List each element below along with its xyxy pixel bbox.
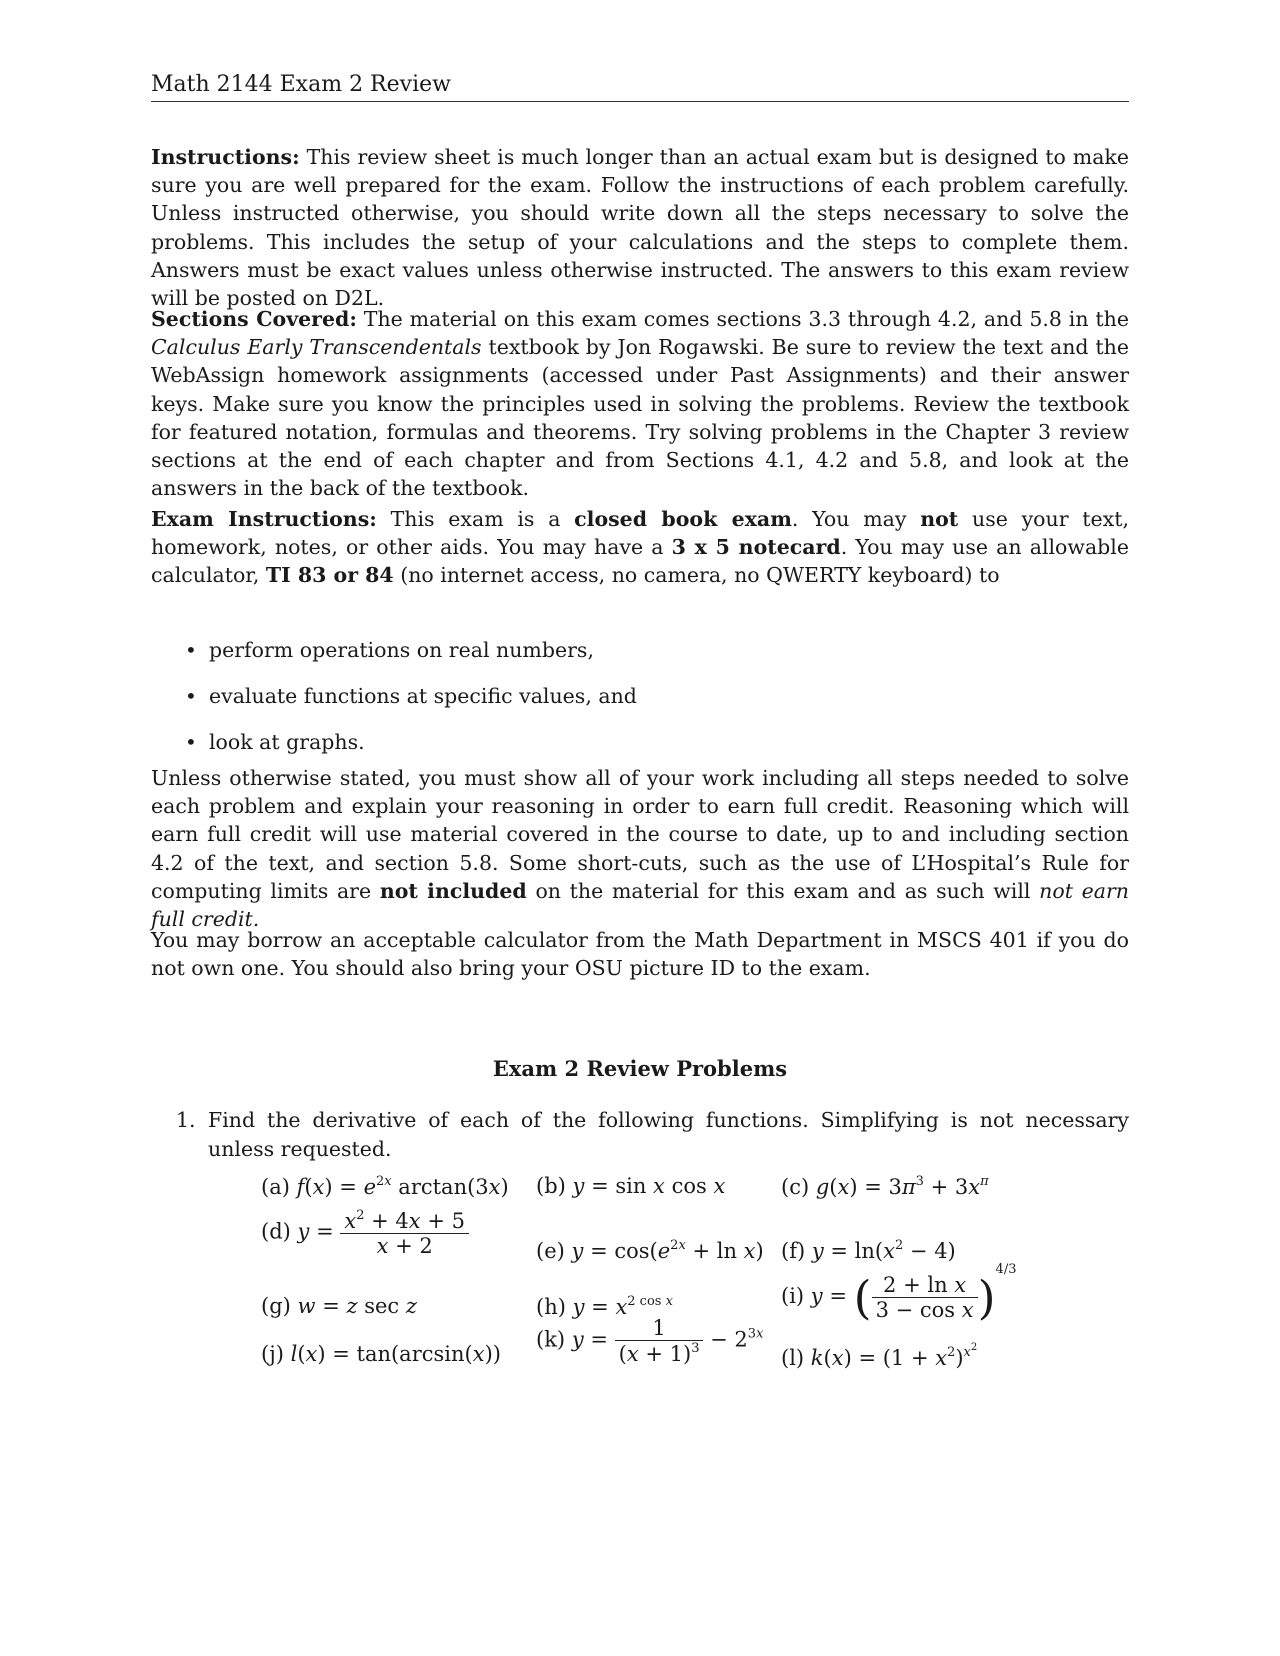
part-label-b: (b) [536,1174,566,1198]
exam-instructions-paragraph [151,505,1129,590]
not-emphasis: not [920,507,959,531]
equation-b: (b) y = sin x cos x [536,1174,726,1198]
part-label-j: (j) [261,1342,284,1366]
part-label-a: (a) [261,1175,290,1199]
equation-f: (f) $y = \ln(x^2 - 4)$ [781,1238,956,1263]
sections-paragraph [151,305,1129,502]
sections-label: Sections Covered: [151,307,357,331]
calculator-borrow-paragraph [151,926,1129,982]
work-requirements-paragraph [151,764,1129,933]
part-label-e: (e) [536,1239,565,1263]
notecard-emphasis: 3 x 5 notecard [671,535,841,560]
part-label-k: (k) [536,1327,566,1352]
work-text-2: on the material for this exam and as such will [535,878,1031,903]
equation-j: (j) l(x) = tan(arcsin(x)) [261,1342,501,1366]
problems-heading: Exam 2 Review Problems [492,1056,788,1081]
exam-text-2: . You may [791,507,907,531]
book-title: Calculus Early Transcendentals [151,335,482,360]
equation-k: (k) y = $\frac{1}{(x + 1)^3}$ − $2^{3x}$ [536,1316,764,1366]
calculator-emphasis: TI 83 or 84 [265,563,394,588]
work-text-1: Unless otherwise stated, you must show all of your work including all steps needed to solve each problem and explain your reasoning in order to earn full credit. Reasoning which will earn full credit will use material covered in the course to date, up to and including section 4.2 of the text, and section 5.8. Some short-cuts, such as the use of L’Hospital’s Rule for computing limits are [151,766,1129,903]
equation-e: (e) $y = \cos(e^{2x} + \ln x)$ [536,1238,764,1263]
part-label-i: (i) [781,1284,805,1308]
sections-text-before: The material on this exam comes sections 3.3 through 4.2, and 5.8 in the [363,307,1130,331]
exam-text-1: This exam is a [390,507,561,531]
closed-book-emphasis: closed book exam [574,507,792,531]
equation-c: (c) $g(x) = 3\pi^3 + 3x^\pi$ [781,1174,989,1199]
no-full-credit-emphasis: not earn full credit. [151,878,1129,932]
borrow-text: You may borrow an acceptable calculator from the Math Department in MSCS 401 if you do not own one. You should also bring your OSU picture ID to the exam. [151,928,1129,981]
part-label-h: (h) [536,1295,566,1319]
document-title: Math 2144 Exam 2 Review [151,72,451,97]
equation-d: (d) y = $\frac{x^2 + 4x + 5}{x + 2}$ [261,1208,469,1258]
equation-h: (h) $y = x^{2 cos x}$ [536,1294,673,1319]
sections-text-after: textbook by Jon Rogawski. Be sure to review the text and the WebAssign homework assignments (accessed under Past Assignments) and their answer keys. Make sure you know the principles used in solving the problems. Review the textbook for featured notation, formulas and theorems. Try solving problems in the Chapter 3 review sections at the end of each chapter and from Sections 4.1, 4.2 and 5.8, and look at the answers in the back of the textbook. [151,335,1129,501]
exam-text-3: use your text, homework, notes, or other aids. You may have a [151,507,1129,560]
problem-1 [176,1106,1129,1164]
equation-g: (g) w = z sec z [261,1294,417,1318]
part-label-f: (f) [781,1239,806,1263]
equation-l: (l) $k(x) = (1 + x^2)^{x^2}$ [781,1342,978,1370]
exam-text-4: . You may use an allowable calculator, [151,535,1129,588]
problem-number: 1. [176,1108,196,1132]
instructions-paragraph [151,143,1129,312]
part-label-d: (d) [261,1219,291,1244]
equation-a: (a) $f(x) = e^{2x}$ arctan(3x) [261,1174,509,1199]
instructions-text: This review sheet is much longer than an actual exam but is designed to make sure you are well prepared for the exam. Follow the instructions of each problem carefully. Unless instructed otherwise, you should write down all the steps necessary to solve the problems. This includes the setup of your calculations and the steps to complete them. Answers must be exact values unless otherwise instructed. The answers to this exam review will be posted on D2L. [151,145,1129,311]
page-header [151,72,1129,102]
part-label-g: (g) [261,1294,291,1318]
equation-i: (i) y = ( $\frac{\text{2 + ln x}}{\text{3 − cos x}}$ )$^{4/3}$ [781,1262,1017,1325]
not-included-emphasis: not included [379,878,527,903]
list-item: • perform operations on real numbers, [181,636,637,682]
instructions-label: Instructions: [151,145,300,169]
exam-instructions-label: Exam Instructions: [151,507,377,531]
part-label-c: (c) [781,1175,810,1199]
exam-text-5: (no internet access, no camera, no QWERTY keyboard) to [400,563,1000,588]
list-item: • evaluate functions at specific values, and [181,682,637,728]
part-label-l: (l) [781,1346,805,1370]
calculator-uses-list [181,636,637,774]
list-item: • look at graphs. [181,728,637,774]
problem-1-text: Find the derivative of each of the following functions. Simplifying is not necessary unless requested. [208,1108,1129,1161]
